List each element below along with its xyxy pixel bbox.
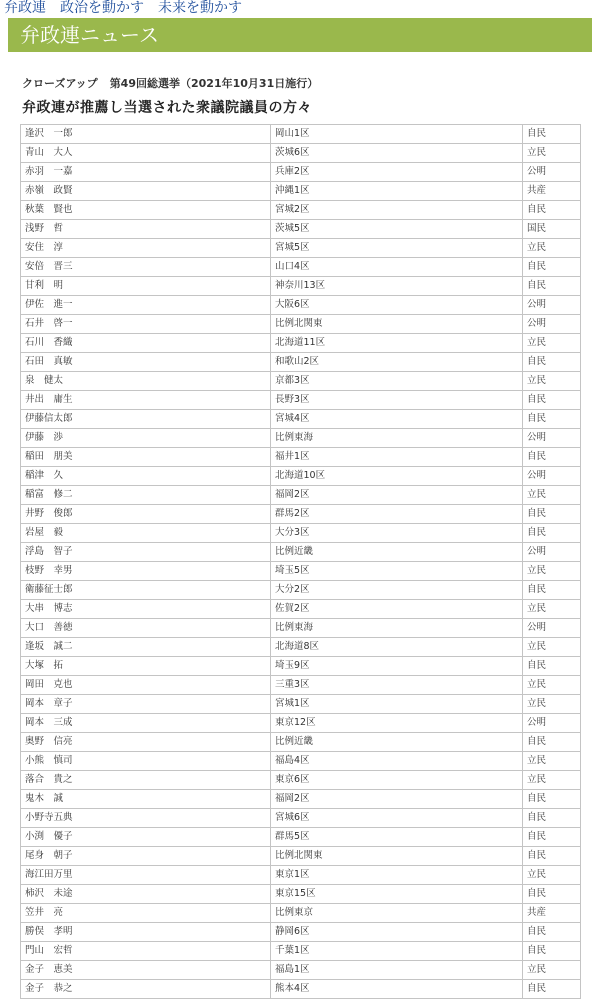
member-party-cell: 公明 [523,467,581,486]
member-district-cell: 茨城6区 [271,144,523,163]
member-party-cell: 公明 [523,429,581,448]
member-district-cell: 比例近畿 [271,733,523,752]
member-party-cell: 自民 [523,581,581,600]
member-district-cell: 群馬5区 [271,828,523,847]
member-name-cell: 安倍 晋三 [21,258,271,277]
banner-title: 弁政連ニュース [20,23,159,47]
member-name-cell: 勝俣 孝明 [21,923,271,942]
table-row [21,486,581,505]
table-row [21,125,581,144]
member-party-cell: 立民 [523,771,581,790]
member-name-cell: 小熊 慎司 [21,752,271,771]
table-row [21,353,581,372]
member-party-cell: 立民 [523,638,581,657]
member-district-cell: 比例東海 [271,619,523,638]
member-party-cell: 自民 [523,410,581,429]
member-party-cell: 立民 [523,144,581,163]
member-party-cell: 公明 [523,296,581,315]
table-row [21,771,581,790]
member-party-cell: 自民 [523,524,581,543]
member-district-cell: 宮城2区 [271,201,523,220]
table-row [21,334,581,353]
member-district-cell: 大阪6区 [271,296,523,315]
member-district-cell: 埼玉5区 [271,562,523,581]
member-district-cell: 三重3区 [271,676,523,695]
member-party-cell: 自民 [523,277,581,296]
member-district-cell: 東京6区 [271,771,523,790]
member-district-cell: 北海道11区 [271,334,523,353]
member-party-cell: 公明 [523,714,581,733]
member-name-cell: 甘利 明 [21,277,271,296]
member-district-cell: 沖縄1区 [271,182,523,201]
table-row [21,619,581,638]
member-name-cell: 稲富 修二 [21,486,271,505]
members-table [20,124,581,999]
member-party-cell: 自民 [523,828,581,847]
member-district-cell: 熊本4区 [271,980,523,999]
table-row [21,220,581,239]
member-name-cell: 秋葉 賢也 [21,201,271,220]
member-name-cell: 衛藤征士郎 [21,581,271,600]
member-district-cell: 埼玉9区 [271,657,523,676]
table-row [21,923,581,942]
member-name-cell: 尾身 朝子 [21,847,271,866]
member-party-cell: 自民 [523,353,581,372]
table-row [21,448,581,467]
table-row [21,239,581,258]
member-party-cell: 公明 [523,315,581,334]
member-party-cell: 自民 [523,885,581,904]
member-district-cell: 兵庫2区 [271,163,523,182]
member-name-cell: 井野 俊郎 [21,505,271,524]
member-district-cell: 宮城5区 [271,239,523,258]
member-district-cell: 東京12区 [271,714,523,733]
table-row [21,752,581,771]
member-district-cell: 山口4区 [271,258,523,277]
table-row [21,163,581,182]
member-party-cell: 公明 [523,163,581,182]
table-row [21,638,581,657]
table-row [21,828,581,847]
member-district-cell: 比例北関東 [271,847,523,866]
election-label: 第49回総選挙（2021年10月31日施行） [109,77,319,90]
member-name-cell: 伊藤信太郎 [21,410,271,429]
member-district-cell: 神奈川13区 [271,277,523,296]
member-district-cell: 北海道10区 [271,467,523,486]
member-name-cell: 岡本 章子 [21,695,271,714]
member-district-cell: 長野3区 [271,391,523,410]
table-row [21,733,581,752]
member-name-cell: 金子 恵美 [21,961,271,980]
table-row [21,201,581,220]
table-row [21,144,581,163]
member-district-cell: 比例東京 [271,904,523,923]
table-row [21,505,581,524]
table-row [21,847,581,866]
article-heading: 弁政連が推薦し当選された衆議院議員の方々 [22,100,312,116]
member-name-cell: 泉 健太 [21,372,271,391]
member-party-cell: 公明 [523,543,581,562]
member-name-cell: 小野寺五典 [21,809,271,828]
member-name-cell: 岡本 三成 [21,714,271,733]
member-name-cell: 逢坂 誠二 [21,638,271,657]
member-name-cell: 石田 真敏 [21,353,271,372]
article-subtitle [22,77,318,91]
member-party-cell: 自民 [523,657,581,676]
member-name-cell: 金子 恭之 [21,980,271,999]
member-district-cell: 宮城4区 [271,410,523,429]
member-party-cell: 自民 [523,258,581,277]
member-party-cell: 自民 [523,733,581,752]
member-party-cell: 国民 [523,220,581,239]
member-party-cell: 自民 [523,201,581,220]
table-row [21,429,581,448]
member-party-cell: 立民 [523,866,581,885]
table-row [21,790,581,809]
member-party-cell: 立民 [523,752,581,771]
member-district-cell: 福井1区 [271,448,523,467]
member-name-cell: 岩屋 毅 [21,524,271,543]
site-title [4,0,242,17]
table-row [21,942,581,961]
table-row [21,182,581,201]
member-party-cell: 自民 [523,391,581,410]
member-district-cell: 大分2区 [271,581,523,600]
member-district-cell: 東京15区 [271,885,523,904]
member-party-cell: 自民 [523,809,581,828]
member-party-cell: 自民 [523,448,581,467]
member-district-cell: 京都3区 [271,372,523,391]
member-district-cell: 佐賀2区 [271,600,523,619]
table-row [21,524,581,543]
member-name-cell: 稲田 朋美 [21,448,271,467]
member-district-cell: 福島4区 [271,752,523,771]
member-district-cell: 茨城5区 [271,220,523,239]
member-name-cell: 笠井 亮 [21,904,271,923]
member-district-cell: 福岡2区 [271,790,523,809]
member-name-cell: 大塚 拓 [21,657,271,676]
member-name-cell: 井出 庸生 [21,391,271,410]
table-row [21,676,581,695]
member-name-cell: 奥野 信亮 [21,733,271,752]
member-name-cell: 浮島 智子 [21,543,271,562]
member-party-cell: 立民 [523,486,581,505]
members-table-body [21,125,581,999]
member-name-cell: 枝野 幸男 [21,562,271,581]
member-district-cell: 比例近畿 [271,543,523,562]
member-district-cell: 千葉1区 [271,942,523,961]
table-row [21,543,581,562]
table-row [21,885,581,904]
member-name-cell: 伊藤 渉 [21,429,271,448]
member-name-cell: 伊佐 進一 [21,296,271,315]
member-name-cell: 逢沢 一郎 [21,125,271,144]
member-district-cell: 福島1区 [271,961,523,980]
member-party-cell: 立民 [523,695,581,714]
table-row [21,581,581,600]
member-district-cell: 群馬2区 [271,505,523,524]
site-name: 弁政連 [4,0,46,16]
member-name-cell: 鬼木 誠 [21,790,271,809]
table-row [21,296,581,315]
member-party-cell: 立民 [523,562,581,581]
member-name-cell: 柿沢 未途 [21,885,271,904]
member-party-cell: 自民 [523,942,581,961]
member-name-cell: 浅野 哲 [21,220,271,239]
member-party-cell: 立民 [523,961,581,980]
table-row [21,562,581,581]
member-name-cell: 小渕 優子 [21,828,271,847]
member-party-cell: 自民 [523,125,581,144]
table-row [21,714,581,733]
table-row [21,372,581,391]
table-row [21,904,581,923]
table-row [21,410,581,429]
member-name-cell: 石川 香織 [21,334,271,353]
table-row [21,258,581,277]
member-district-cell: 宮城1区 [271,695,523,714]
table-row [21,600,581,619]
member-name-cell: 赤羽 一嘉 [21,163,271,182]
member-district-cell: 比例東海 [271,429,523,448]
member-district-cell: 和歌山2区 [271,353,523,372]
member-name-cell: 稲津 久 [21,467,271,486]
member-district-cell: 東京1区 [271,866,523,885]
member-district-cell: 宮城6区 [271,809,523,828]
site-tagline: 政治を動かす 未来を動かす [60,0,242,16]
member-name-cell: 海江田万里 [21,866,271,885]
member-name-cell: 大串 博志 [21,600,271,619]
member-party-cell: 立民 [523,600,581,619]
table-row [21,391,581,410]
table-row [21,866,581,885]
member-name-cell: 岡田 克也 [21,676,271,695]
member-district-cell: 北海道8区 [271,638,523,657]
member-name-cell: 青山 大人 [21,144,271,163]
member-party-cell: 立民 [523,372,581,391]
member-district-cell: 静岡6区 [271,923,523,942]
table-row [21,961,581,980]
member-name-cell: 落合 貴之 [21,771,271,790]
table-row [21,809,581,828]
table-row [21,467,581,486]
member-district-cell: 大分3区 [271,524,523,543]
table-row [21,980,581,999]
table-row [21,657,581,676]
member-party-cell: 自民 [523,790,581,809]
table-row [21,695,581,714]
member-name-cell: 赤嶺 政賢 [21,182,271,201]
member-name-cell: 安住 淳 [21,239,271,258]
table-row [21,277,581,296]
member-party-cell: 立民 [523,676,581,695]
member-party-cell: 立民 [523,239,581,258]
member-name-cell: 大口 善徳 [21,619,271,638]
member-party-cell: 自民 [523,980,581,999]
member-party-cell: 自民 [523,505,581,524]
member-party-cell: 自民 [523,923,581,942]
site-home-link[interactable] [4,0,242,16]
member-name-cell: 石井 啓一 [21,315,271,334]
member-party-cell: 立民 [523,334,581,353]
member-district-cell: 比例北関東 [271,315,523,334]
member-district-cell: 福岡2区 [271,486,523,505]
member-name-cell: 門山 宏哲 [21,942,271,961]
member-district-cell: 岡山1区 [271,125,523,144]
member-party-cell: 自民 [523,847,581,866]
closeup-label: クローズアップ [22,77,98,90]
member-party-cell: 共産 [523,904,581,923]
news-banner [8,18,592,52]
member-party-cell: 共産 [523,182,581,201]
table-row [21,315,581,334]
member-party-cell: 公明 [523,619,581,638]
